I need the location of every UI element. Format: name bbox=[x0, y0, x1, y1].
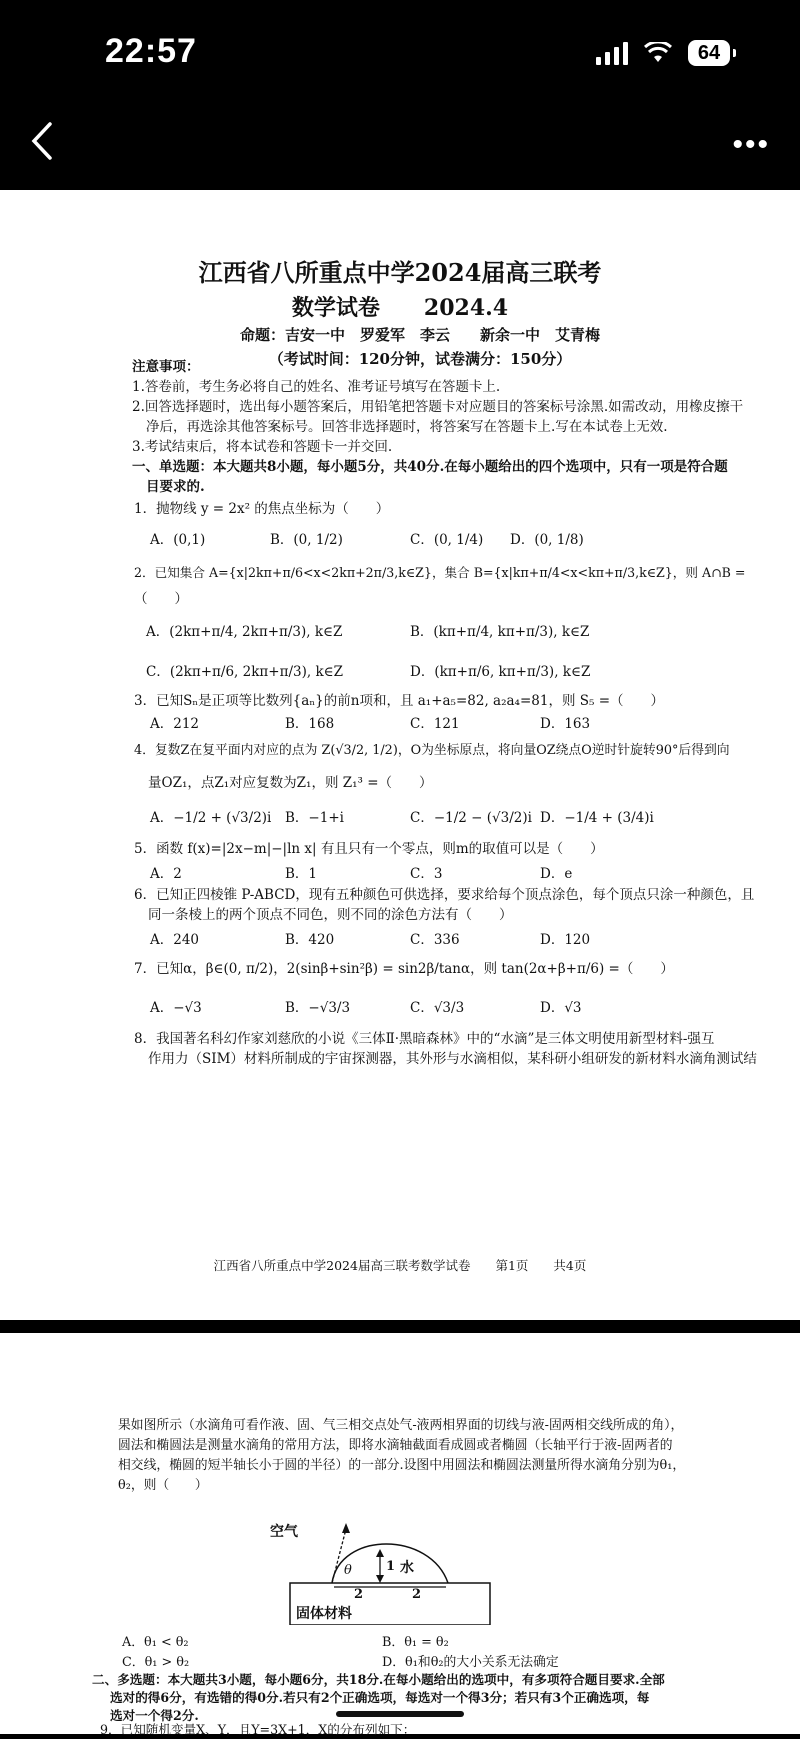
cellular-signal-icon bbox=[596, 41, 628, 65]
q4-option-b: B．−1+i bbox=[285, 810, 344, 826]
label-water: 水 bbox=[400, 1560, 414, 1576]
question-8: 8．我国著名科幻作家刘慈欣的小说《三体Ⅱ·黑暗森林》中的“水滴”是三体文明使用新型材料-强互 bbox=[134, 1031, 715, 1047]
q2-option-c: C．(2kπ+π/6, 2kπ+π/3), k∈Z bbox=[146, 664, 344, 680]
q3-option-c: C．121 bbox=[410, 716, 460, 732]
question-1: 1．抛物线 y = 2x² 的焦点坐标为（ ） bbox=[134, 501, 390, 517]
question-3: 3．已知Sₙ是正项等比数列{aₙ}的前n项和，且 a₁+a₅=82, a₂a₄=81，则 S₅ =（ ） bbox=[134, 693, 664, 709]
section-1-heading-cont: 目要求的. bbox=[146, 479, 205, 495]
status-time: 22:57 bbox=[105, 32, 197, 70]
section-2-heading-cont: 选对的得6分，有选错的得0分.若只有2个正确选项，每选对一个得3分；若只有3个正确选项，每 bbox=[110, 1690, 650, 1705]
question-2-paren: （ ） bbox=[134, 591, 188, 607]
question-8-cont: 作用力（SIM）材料所制成的宇宙探测器，其外形与水滴相似，某科研小组研发的新材料水滴角测试结 bbox=[148, 1051, 757, 1067]
q8-text-line-1: 果如图所示（水滴角可看作液、固、气三相交点处气-液两相界面的切线与液-固两相交线所成的角）， bbox=[118, 1418, 684, 1433]
water-droplet-diagram bbox=[270, 1513, 500, 1625]
question-7: 7．已知α，β∈(0, π/2)，2(sinβ+sin²β) = sin2β/tanα，则 tan(2α+β+π/6) =（ ） bbox=[134, 961, 674, 977]
label-solid: 固体材料 bbox=[296, 1606, 352, 1622]
question-6: 6．已知正四棱锥 P-ABCD，现有五种颜色可供选择，要求给每个顶点涂色，每个顶点只涂一种颜色，且 bbox=[134, 887, 755, 903]
wifi-icon bbox=[644, 42, 672, 64]
label-width-right: 2 bbox=[412, 1587, 422, 1602]
question-9: 9．已知随机变量X、Y，且Y=3X+1，X的分布列如下： bbox=[100, 1722, 416, 1737]
q8-option-a: A．θ₁ < θ₂ bbox=[122, 1635, 189, 1650]
label-air: 空气 bbox=[270, 1524, 298, 1540]
note-2-cont: 净后，再选涂其他答案标号。回答非选择题时，将答案写在答题卡上.写在本试卷上无效. bbox=[146, 419, 668, 435]
q5-option-c: C．3 bbox=[410, 866, 443, 882]
q5-option-b: B．1 bbox=[285, 866, 318, 882]
status-icons bbox=[596, 40, 730, 66]
label-theta: θ bbox=[344, 1563, 352, 1578]
q5-option-a: A．2 bbox=[150, 866, 182, 882]
question-5: 5．函数 f(x)=|2x−m|−|ln x| 有且只有一个零点，则m的取值可以是（ ） bbox=[134, 841, 604, 857]
exam-info: （考试时间：120分钟，试卷满分：150分） bbox=[268, 350, 572, 368]
q1-option-a: A．(0,1) bbox=[150, 532, 206, 548]
note-1: 1.答卷前，考生务必将自己的姓名、准考证号填写在答题卡上. bbox=[132, 379, 501, 395]
home-indicator[interactable] bbox=[336, 1711, 464, 1717]
notes-heading: 注意事项： bbox=[132, 359, 200, 375]
q3-option-d: D．163 bbox=[540, 716, 591, 732]
q6-option-b: B．420 bbox=[285, 932, 335, 948]
q1-option-d: D．(0, 1/8) bbox=[510, 532, 584, 548]
q8-option-b: B．θ₁ = θ₂ bbox=[382, 1635, 449, 1650]
battery-icon: 64 bbox=[688, 40, 730, 66]
section-2-heading: 二、多选题：本大题共3小题，每小题6分，共18分.在每小题给出的选项中，有多项符合题目要求.全部 bbox=[92, 1672, 665, 1687]
q8-text-line-2: 圆法和椭圆法是测量水滴角的常用方法，即将水滴轴截面看成圆或者椭圆（长轴平行于液-固两者的 bbox=[118, 1438, 673, 1453]
section-2-heading-cont-2: 选对一个得2分. bbox=[110, 1708, 199, 1723]
question-4: 4．复数Z在复平面内对应的点为 Z(√3/2, 1/2)，O为坐标原点，将向量OZ绕点O逆时针旋转90°后得到向 bbox=[134, 743, 730, 758]
question-4-cont: 量OZ₁，点Z₁对应复数为Z₁，则 Z₁³ =（ ） bbox=[148, 775, 433, 791]
q3-option-b: B．168 bbox=[285, 716, 335, 732]
q2-option-b: B．(kπ+π/4, kπ+π/3), k∈Z bbox=[410, 624, 590, 640]
q4-option-c: C．−1/2 − (√3/2)i bbox=[410, 810, 532, 826]
label-height-1: 1 bbox=[386, 1559, 396, 1574]
back-button[interactable] bbox=[22, 118, 62, 164]
q8-option-d: D．θ₁和θ₂的大小关系无法确定 bbox=[382, 1655, 559, 1670]
note-2: 2.回答选择题时，选出每小题答案后，用铅笔把答题卡对应题目的答案标号涂黑.如需改动，用橡皮擦干 bbox=[132, 399, 744, 415]
document-page-1 bbox=[0, 190, 800, 1320]
q4-option-a: A．−1/2 + (√3/2)i bbox=[150, 810, 272, 826]
q4-option-d: D．−1/4 + (3/4)i bbox=[540, 810, 654, 826]
q8-option-c: C．θ₁ > θ₂ bbox=[122, 1655, 190, 1670]
exam-subtitle: 数学试卷 2024.4 bbox=[291, 295, 509, 321]
section-1-heading: 一、单选题：本大题共8小题，每小题5分，共40分.在每小题给出的四个选项中，只有一项是符合题 bbox=[132, 459, 728, 475]
q6-option-d: D．120 bbox=[540, 932, 591, 948]
q7-option-a: A．−√3 bbox=[150, 1000, 202, 1016]
q2-option-d: D．(kπ+π/6, kπ+π/3), k∈Z bbox=[410, 664, 591, 680]
chevron-left-icon bbox=[22, 118, 62, 164]
page-footer: 江西省八所重点中学2024届高三联考数学试卷 第1页 共4页 bbox=[213, 1258, 587, 1273]
q8-text-line-3: 相交线，椭圆的短半轴长小于圆的半径）的一部分.设图中用圆法和椭圆法测量所得水滴角分别为θ₁， bbox=[118, 1458, 686, 1473]
q7-option-c: C．√3/3 bbox=[410, 1000, 465, 1016]
note-3: 3.考试结束后，将本试卷和答题卡一并交回. bbox=[132, 439, 393, 455]
q7-option-d: D．√3 bbox=[540, 1000, 582, 1016]
more-icon: ••• bbox=[732, 128, 770, 161]
exam-authors: 命题：吉安一中 罗爱军 李云 新余一中 艾青梅 bbox=[239, 326, 600, 344]
q5-option-d: D．e bbox=[540, 866, 573, 882]
q7-option-b: B．−√3/3 bbox=[285, 1000, 351, 1016]
q1-option-c: C．(0, 1/4) bbox=[410, 532, 484, 548]
more-options-button[interactable] bbox=[732, 128, 770, 162]
question-2: 2．已知集合 A={x|2kπ+π/6<x<2kπ+2π/3,k∈Z}，集合 B={x|kπ+π/4<x<kπ+π/3,k∈Z}，则 A∩B = bbox=[134, 565, 746, 580]
q8-text-line-4: θ₂，则（ ） bbox=[118, 1478, 208, 1493]
question-6-cont: 同一条棱上的两个顶点不同色，则不同的涂色方法有（ ） bbox=[148, 907, 513, 923]
exam-title: 江西省八所重点中学2024届高三联考 bbox=[198, 258, 602, 287]
document-page-2 bbox=[0, 1333, 800, 1737]
q2-option-a: A．(2kπ+π/4, 2kπ+π/3), k∈Z bbox=[146, 624, 343, 640]
q6-option-c: C．336 bbox=[410, 932, 460, 948]
label-width-left: 2 bbox=[354, 1587, 364, 1602]
q6-option-a: A．240 bbox=[150, 932, 200, 948]
q3-option-a: A．212 bbox=[150, 716, 200, 732]
q1-option-b: B．(0, 1/2) bbox=[270, 532, 343, 548]
